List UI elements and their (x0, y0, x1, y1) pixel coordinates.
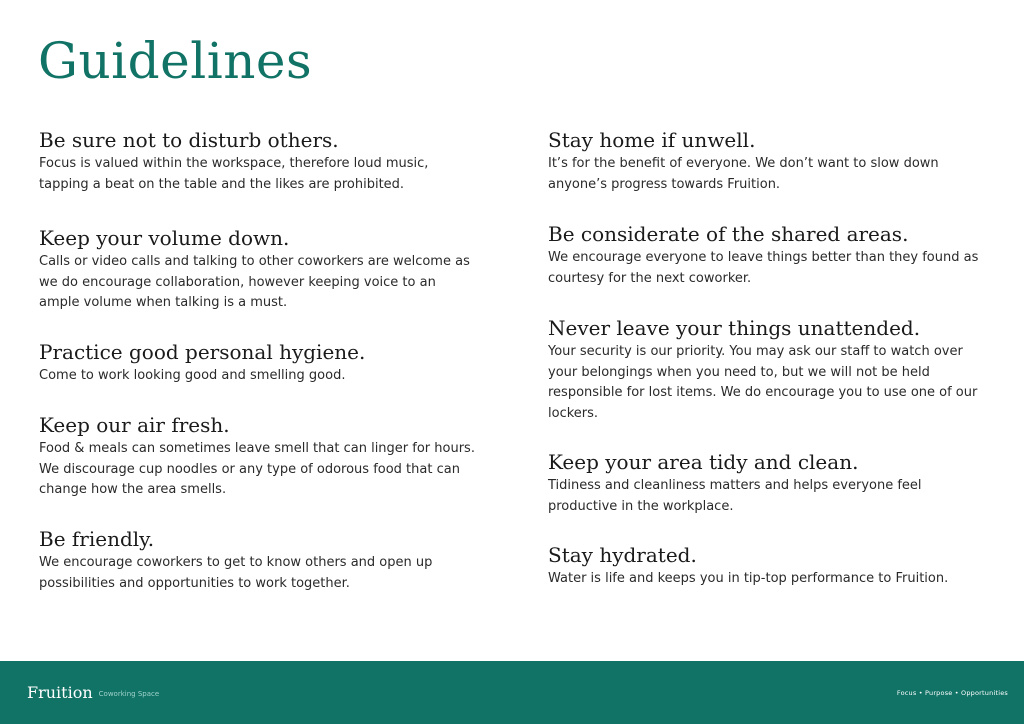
guideline-body: Calls or video calls and talking to other coworkers are welcome as we do encourage collaboration, however keeping voice to an ample volume when talking is a must. (39, 254, 470, 310)
guideline-item (548, 126, 988, 220)
guideline-heading: Be considerate of the shared areas. (548, 222, 909, 246)
guideline-item (39, 224, 479, 338)
right-guidelines-column (548, 126, 988, 590)
guideline-body: Tidiness and cleanliness matters and helps everyone feel productive in the workplace. (548, 478, 922, 514)
guideline-item (39, 411, 479, 525)
guideline-body: Focus is valued within the workspace, therefore loud music, tapping a beat on the table and the likes are prohibited. (39, 156, 429, 192)
footer-bar (0, 661, 1024, 724)
guideline-heading: Stay home if unwell. (548, 128, 756, 152)
guideline-heading: Keep your area tidy and clean. (548, 450, 859, 474)
guideline-body: We encourage everyone to leave things better than they found as courtesy for the next coworker. (548, 250, 979, 286)
guideline-heading: Never leave your things unattended. (548, 316, 921, 340)
brand-subtitle: Coworking Space (98, 689, 160, 698)
footer-tagline: Focus • Purpose • Opportunities (896, 689, 1008, 697)
guideline-heading: Practice good personal hygiene. (39, 340, 366, 364)
guideline-item (548, 541, 988, 590)
guideline-heading: Keep our air fresh. (39, 413, 230, 437)
brand-logo (27, 683, 159, 702)
guideline-item (39, 126, 479, 224)
guideline-item (39, 338, 479, 411)
guideline-heading: Stay hydrated. (548, 543, 697, 567)
page-title: Guidelines (38, 32, 313, 90)
left-guidelines-column (39, 126, 479, 594)
guideline-heading: Be sure not to disturb others. (39, 128, 339, 152)
guideline-item (548, 448, 988, 541)
guideline-item (548, 314, 988, 448)
guideline-body: We encourage coworkers to get to know others and open up possibilities and opportunities to work together. (39, 555, 433, 591)
guideline-heading: Keep your volume down. (39, 226, 290, 250)
guideline-heading: Be friendly. (39, 527, 155, 551)
guideline-body: Your security is our priority. You may ask our staff to watch over your belongings when you need to, but we will not be held responsible for lost items. We do encourage you to use one of our lockers. (548, 344, 978, 421)
guideline-item (39, 525, 479, 594)
guideline-body: It’s for the benefit of everyone. We don’t want to slow down anyone’s progress towards Fruition. (548, 156, 939, 192)
guideline-body: Food & meals can sometimes leave smell that can linger for hours. We discourage cup noodles or any type of odorous food that can change how the area smells. (39, 441, 475, 497)
guideline-item (548, 220, 988, 314)
brand-name: Fruition (27, 683, 93, 702)
guideline-body: Come to work looking good and smelling good. (39, 368, 346, 383)
guideline-body: Water is life and keeps you in tip-top performance to Fruition. (548, 571, 949, 586)
